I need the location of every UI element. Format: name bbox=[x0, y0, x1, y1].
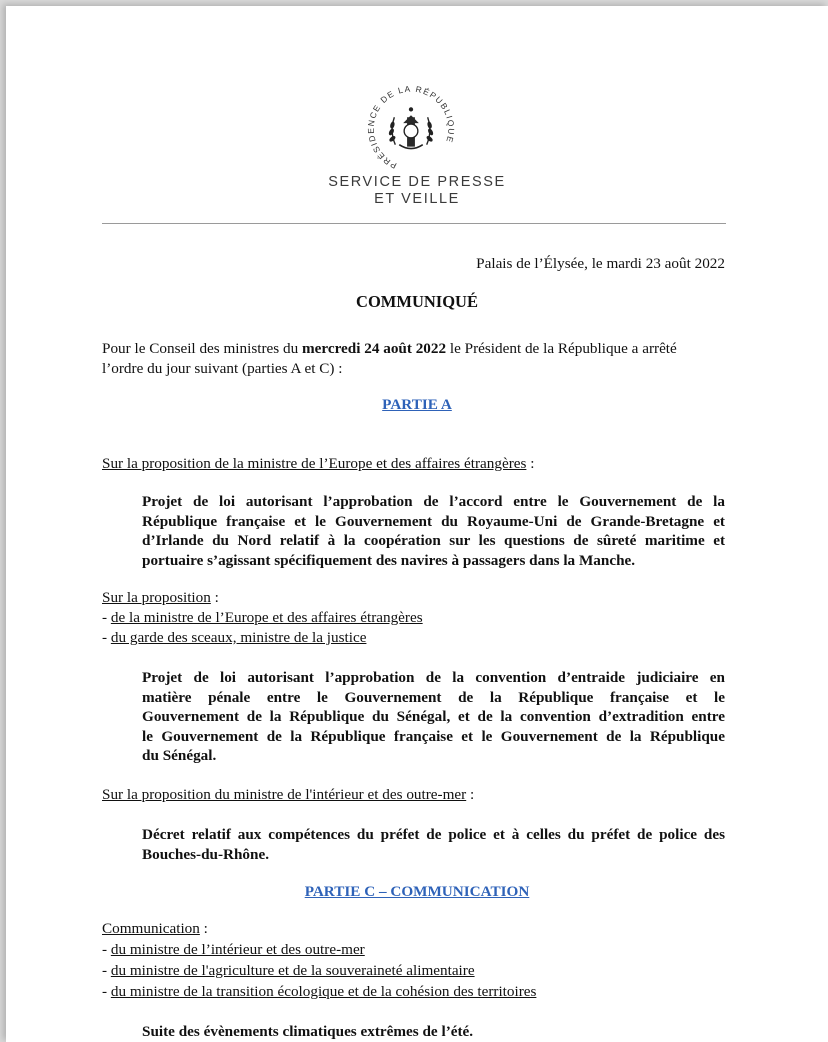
proposition-3 bbox=[102, 785, 474, 805]
service-title-line2: ET VEILLE bbox=[374, 191, 460, 207]
projet-loi-2 bbox=[142, 668, 725, 766]
communication-label-text: Communication bbox=[102, 920, 200, 937]
dateline: Palais de l’Élysée, le mardi 23 août 2022 bbox=[476, 255, 725, 272]
communication-colon: : bbox=[199, 920, 208, 937]
minister-name: du ministre de la transition écologique et de la cohésion des territoires bbox=[110, 983, 537, 1000]
projet-loi-2-line: Gouvernement de la République du Sénégal, et de la convention d’extradition entre bbox=[142, 708, 725, 726]
dash: - bbox=[102, 629, 111, 646]
proposition-1 bbox=[102, 454, 534, 474]
minister-list-item bbox=[102, 961, 475, 981]
minister-list-item bbox=[102, 982, 536, 1002]
minister-name: du ministre de l'agriculture et de la souveraineté alimentaire bbox=[110, 962, 475, 979]
minister-name: de la ministre de l’Europe et des affaires étrangères bbox=[110, 609, 423, 626]
minister-name: du garde des sceaux, ministre de la justice bbox=[110, 629, 367, 646]
projet-loi-1-line: portuaire s’agissant spécifiquement des navires à passagers dans la Manche. bbox=[142, 551, 636, 569]
proposition-2 bbox=[102, 588, 219, 608]
projet-loi-2-line: du Sénégal. bbox=[142, 747, 217, 765]
dash: - bbox=[102, 609, 111, 626]
page-title: COMMUNIQUÉ bbox=[356, 292, 478, 311]
communication-topic: Suite des évènements climatiques extrêmes de l’été. bbox=[142, 1023, 474, 1040]
presidency-seal-icon bbox=[362, 80, 460, 178]
proposition-2-label: Sur la proposition bbox=[102, 589, 211, 606]
minister-name: du ministre de l’intérieur et des outre-mer bbox=[110, 941, 365, 958]
service-title-line1: SERVICE DE PRESSE bbox=[328, 174, 506, 190]
projet-loi-1-line: d’Irlande du Nord relatif à la coopération sur les questions de sûreté maritime et bbox=[142, 532, 725, 550]
proposition-3-label: Sur la proposition du ministre de l'intérieur et des outre-mer bbox=[102, 786, 467, 803]
intro-text-start: Pour le Conseil des ministres du bbox=[102, 340, 302, 357]
dash: - bbox=[102, 941, 111, 958]
minister-list-item bbox=[102, 628, 366, 648]
intro-line2: l’ordre du jour suivant (parties A et C) : bbox=[102, 360, 343, 377]
proposition-2-colon: : bbox=[210, 589, 219, 606]
decret-1 bbox=[142, 825, 725, 864]
intro-line1 bbox=[102, 339, 677, 359]
intro-text-end: le Président de la République a arrêté bbox=[446, 340, 677, 357]
proposition-1-label: Sur la proposition de la ministre de l’Europe et des affaires étrangères bbox=[102, 455, 527, 472]
header-divider bbox=[102, 223, 726, 224]
partie-c-heading[interactable] bbox=[6, 882, 828, 902]
projet-loi-2-line: le Gouvernement de la République française et le Gouvernement de la République bbox=[142, 727, 725, 745]
partie-a-heading[interactable] bbox=[6, 395, 828, 415]
minister-list-item bbox=[102, 940, 365, 960]
projet-loi-1-line: Projet de loi autorisant l’approbation de l’accord entre le Gouvernement de la bbox=[142, 493, 725, 510]
decret-1-line: Décret relatif aux compétences du préfet de police et à celles du préfet de police des bbox=[142, 826, 725, 843]
projet-loi-1 bbox=[142, 492, 725, 570]
projet-loi-2-line: matière pénale entre le Gouvernement de la République française et le bbox=[142, 688, 725, 706]
partie-c-link[interactable]: PARTIE C – COMMUNICATION bbox=[304, 883, 530, 900]
seal-text: PRÉSIDENCE DE LA RÉPUBLIQUE bbox=[365, 83, 457, 171]
council-date: mercredi 24 août 2022 bbox=[301, 340, 447, 357]
proposition-3-colon: : bbox=[466, 786, 475, 803]
decret-1-line: Bouches-du-Rhône. bbox=[142, 845, 270, 863]
document-page bbox=[6, 6, 828, 1042]
communication-label bbox=[102, 919, 208, 939]
minister-list-item bbox=[102, 608, 423, 628]
proposition-1-colon: : bbox=[526, 455, 535, 472]
projet-loi-2-line: Projet de loi autorisant l’approbation de la convention d’entraide judiciaire en bbox=[142, 669, 725, 686]
partie-a-link[interactable]: PARTIE A bbox=[382, 396, 452, 413]
dash: - bbox=[102, 962, 111, 979]
dash: - bbox=[102, 983, 111, 1000]
projet-loi-1-line: République française et le Gouvernement du Royaume-Uni de Grande-Bretagne et bbox=[142, 512, 725, 530]
